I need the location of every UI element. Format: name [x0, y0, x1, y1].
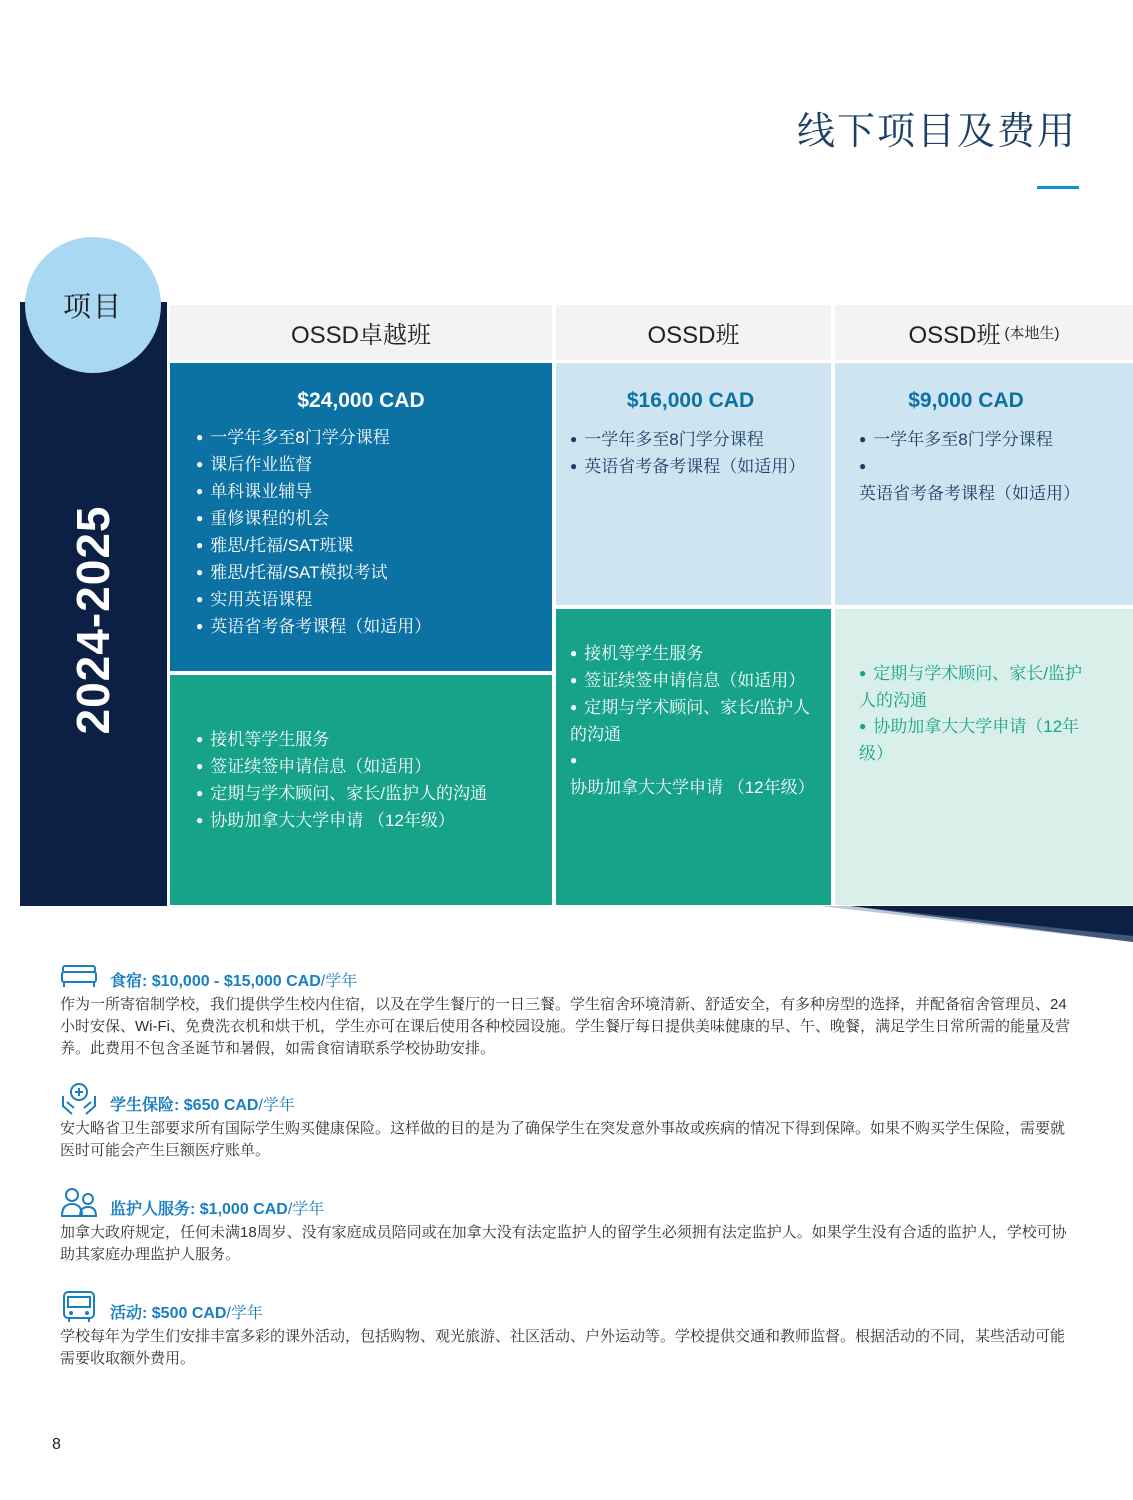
fee-label: 监护人服务: $1,000 CAD: [110, 1201, 288, 1218]
page-number: 8: [52, 1436, 61, 1453]
plan-1-services-list: [196, 727, 552, 835]
list-item: ● 定期与学术顾问、家长/监护人的沟通: [196, 781, 552, 808]
list-item: ● 单科课业辅导: [196, 479, 552, 506]
plan-2-academic-cell: [556, 363, 831, 605]
column-header-ossd-local: [835, 305, 1133, 360]
fee-section-insurance: [60, 1082, 1075, 1162]
year-label: 2024-2025: [67, 505, 119, 735]
list-item: ● 接机等学生服务: [570, 641, 821, 668]
list-item: ● 英语省考备考课程（如适用）: [570, 454, 821, 481]
page-title: 线下项目及费用: [796, 111, 1077, 153]
plan-2-academic-list: [570, 427, 821, 481]
list-item: ● 重修课程的机会: [196, 506, 552, 533]
fee-unit: /学年: [287, 1201, 325, 1218]
fee-section-boarding: [60, 958, 1075, 1060]
fee-description: 加拿大政府规定，任何未满18周岁、没有家庭成员陪同或在加拿大没有法定监护人的留学生必须拥有法定监护人。如果学生没有合适的监护人，学校可协助其家庭办理监护人服务。: [60, 1224, 1067, 1263]
plan-1-academic-list: [196, 425, 552, 641]
fee-section-guardian: [60, 1186, 1075, 1266]
list-item: ● 一学年多至8门学分课程: [570, 427, 821, 454]
column-header-label: OSSD班: [908, 322, 1001, 349]
fee-section-activities: [60, 1290, 1075, 1370]
list-item: ● 英语省考备考课程（如适用）: [859, 454, 1093, 507]
plan-1-price: $24,000 CAD: [297, 389, 425, 412]
list-item: ● 课后作业监督: [196, 452, 552, 479]
guardian-icon: [60, 1186, 98, 1220]
plan-2-services-cell: [556, 609, 831, 905]
list-item: ● 接机等学生服务: [196, 727, 552, 754]
fee-unit: /学年: [226, 1305, 263, 1322]
column-header-label: OSSD卓越班: [290, 322, 431, 349]
list-item: ● 雅思/托福/SAT模拟考试: [196, 560, 552, 587]
column-header-suffix: (本地生): [1004, 325, 1060, 342]
list-item: ● 雅思/托福/SAT班课: [196, 533, 552, 560]
fee-unit: /学年: [258, 1097, 295, 1114]
list-item: ● 定期与学术顾问、家长/监护人的沟通: [570, 695, 821, 748]
fee-unit: /学年: [320, 973, 358, 990]
plan-2-services-list: [570, 641, 821, 801]
list-item: ● 协助加拿大大学申请（12年级）: [859, 714, 1093, 767]
column-header-ossd-excellence: [170, 305, 552, 360]
health-insurance-icon: [60, 1082, 98, 1116]
plan-3-price: $9,000 CAD: [908, 389, 1024, 412]
fee-description: 学校每年为学生们安排丰富多彩的课外活动，包括购物、观光旅游、社区活动、户外运动等。学校提供交通和教师监督。根据活动的不同，某些活动可能需要收取额外费用。: [60, 1328, 1066, 1367]
item-label: 项目: [62, 291, 123, 322]
title-underline: [1037, 186, 1079, 189]
list-item: ● 协助加拿大大学申请 （12年级）: [570, 748, 821, 801]
fee-label: 活动: $500 CAD: [110, 1305, 227, 1322]
column-header-label: OSSD班: [647, 322, 740, 349]
fee-label: 食宿: $10,000 - $15,000 CAD: [110, 973, 321, 990]
column-header-ossd: [556, 305, 831, 360]
plan-2-price: $16,000 CAD: [626, 389, 755, 412]
plan-1-services-cell: [170, 675, 552, 905]
list-item: ● 协助加拿大大学申请 （12年级）: [196, 808, 552, 835]
plan-3-academic-list: [859, 427, 1093, 507]
fee-description: 作为一所寄宿制学校，我们提供学生校内住宿，以及在学生餐厅的一日三餐。学生宿舍环境清新、舒适安全，有多种房型的选择，并配备宿舍管理员、24小时安保、Wi-Fi、免费洗衣机和烘干机，学生亦可在课后使用各种校园设施。学生餐厅每日提供美味健康的早、午、晚餐，满足学生日常所需的能量及营养。此费用不包含圣诞节和暑假，如需食宿请联系学校协助安排。: [60, 996, 1070, 1057]
plan-1-academic-cell: [170, 363, 552, 671]
decorative-stripe: [820, 906, 1133, 942]
list-item: ● 签证续签申请信息（如适用）: [570, 668, 821, 695]
list-item: ● 一学年多至8门学分课程: [859, 427, 1093, 454]
fee-description: 安大略省卫生部要求所有国际学生购买健康保险。这样做的目的是为了确保学生在突发意外事故或疾病的情况下得到保障。如果不购买学生保险，需要就医时可能会产生巨额医疗账单。: [60, 1120, 1066, 1159]
list-item: ● 定期与学术顾问、家长/监护人的沟通: [859, 661, 1093, 714]
fee-label: 学生保险: $650 CAD: [110, 1097, 259, 1114]
list-item: ● 英语省考备考课程（如适用）: [196, 614, 552, 641]
list-item: ● 签证续签申请信息（如适用）: [196, 754, 552, 781]
plan-3-services-cell: [835, 609, 1133, 905]
plan-3-academic-cell: [835, 363, 1133, 605]
bed-icon: [60, 958, 98, 992]
bus-icon: [60, 1290, 98, 1324]
list-item: ● 实用英语课程: [196, 587, 552, 614]
plan-3-services-list: [859, 661, 1093, 767]
list-item: ● 一学年多至8门学分课程: [196, 425, 552, 452]
item-label-circle: [25, 237, 161, 373]
